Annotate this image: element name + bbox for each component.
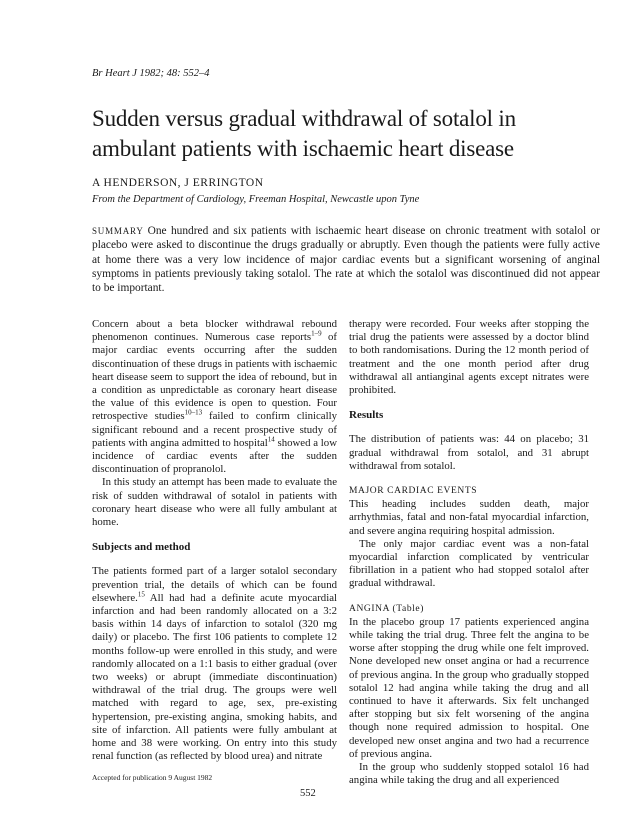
accepted-date-note: Accepted for publication 9 August 1982 <box>92 773 213 782</box>
summary-label: SUMMARY <box>92 226 144 236</box>
page-number: 552 <box>300 788 316 799</box>
intro-paragraph-1: Concern about a beta blocker withdrawal rebound phenomenon continues. Numerous case reports$^{1-9}$ of major cardiac events occurring after the sudden discontinuation of these drugs in patients with ischaemic heart disease seem to support the idea of rebound, but in a condition as unpredictable as coronary heart disease the value of this evidence is open to question. Four retrospective studies$^{10-13}$ failed to confirm clinically significant rebound and a recent prospective study of patients with angina admitted to hospital$^{14}$ showed a low incidence of cardiac events after the sudden discontinuation of propranolol. <box>92 318 338 476</box>
results-paragraph-1: The distribution of patients was: 44 on placebo; 31 gradual withdrawal from sotalol, and 31 abrupt withdrawal from sotalol. <box>349 433 589 472</box>
major-cardiac-events-heading: MAJOR CARDIAC EVENTS <box>349 486 478 497</box>
article-title: Sudden versus gradual withdrawal of sotalol in ambulant patients with ischaemic heart disease <box>92 106 516 161</box>
reference-superscript: 10–13 <box>184 408 203 417</box>
intro-paragraph-2: In this study an attempt has been made to evaluate the risk of sudden withdrawal of sotalol in patients with coronary heart disease who were all fully ambulant at home. <box>92 476 337 529</box>
reference-superscript: 1–9 <box>311 329 322 338</box>
left-column <box>92 318 337 764</box>
angina-paragraph-2: In the group who suddenly stopped sotalol 16 had angina while taking the drug and all experienced <box>349 761 589 787</box>
summary-abstract <box>92 224 600 295</box>
author-list: A HENDERSON, J ERRINGTON <box>92 177 264 189</box>
results-heading: Results <box>349 409 384 422</box>
major-events-paragraph-2: The only major cardiac event was a non-fatal myocardial infarction complicated by ventricular fibrillation in a patient who had stopped sotalol after gradual withdrawal. <box>349 537 589 590</box>
reference-superscript: 15 <box>137 590 145 599</box>
author-affiliation: From the Department of Cardiology, Freeman Hospital, Newcastle upon Tyne <box>92 194 420 205</box>
angina-heading: ANGINA (Table) <box>349 603 425 614</box>
summary-text: One hundred and six patients with ischaemic heart disease on chronic treatment with sotalol or placebo were asked to discontinue the drugs gradually or abruptly. Even though the patients were fully active at home there was a very low incidence of major cardiac events but a significant worsening of anginal symptoms in patients previously taking sotalol. The rate at which the sotalol was discontinued did not appear to be important. <box>92 225 600 295</box>
right-column <box>349 318 589 788</box>
angina-paragraph-1: In the placebo group 17 patients experienced angina while taking the trial drug. Three felt the angina to be worse after stopping the drug while one felt improved. None developed new onset angina or had a recurrence of previous angina. In the group who gradually stopped sotalol 12 had angina while taking the drug and all continued to have it afterwards. Six felt unchanged after stopping but six felt worsening of the angina though none required admission to hospital. One developed new onset angina and two had a recurrence of previous angina. <box>349 615 589 760</box>
methods-heading: Subjects and method <box>92 541 191 554</box>
methods-paragraph-1: The patients formed part of a larger sotalol secondary prevention trial, the details of which can be found elsewhere.$^{15}$ All had had a definite acute myocardial infarction and had been randomly allocated on a 3:2 basis within 14 days of infarction to sotalol (320 mg daily) or placebo. The first 106 patients to complete 12 months follow-up were enrolled in this study, and were randomly allocated on a 1:1 basis to either gradual (over two weeks) or abrupt (immediate discontinuation) withdrawal of the trial drug. The groups were well matched with regard to age, sex, pre-existing hypertension, pre-existing angina, smoking habits, and site of infarction. All patients were fully ambulant at home and 38 were working. On entry into this study renal function (as reflected by blood urea) and nitrate <box>92 565 337 763</box>
major-events-paragraph-1: This heading includes sudden death, major arrhythmias, fatal and non-fatal myocardial infarction, and severe angina requiring hospital admission. <box>349 498 589 537</box>
methods-continued: therapy were recorded. Four weeks after stopping the trial drug the patients were assessed by a doctor blind to both randomisations. During the 12 month period of treatment and the one month period after drug withdrawal all antianginal agents except nitrates were prohibited. <box>349 318 589 397</box>
reference-superscript: 14 <box>267 435 275 444</box>
journal-citation: Br Heart J 1982; 48: 552–4 <box>92 68 210 79</box>
